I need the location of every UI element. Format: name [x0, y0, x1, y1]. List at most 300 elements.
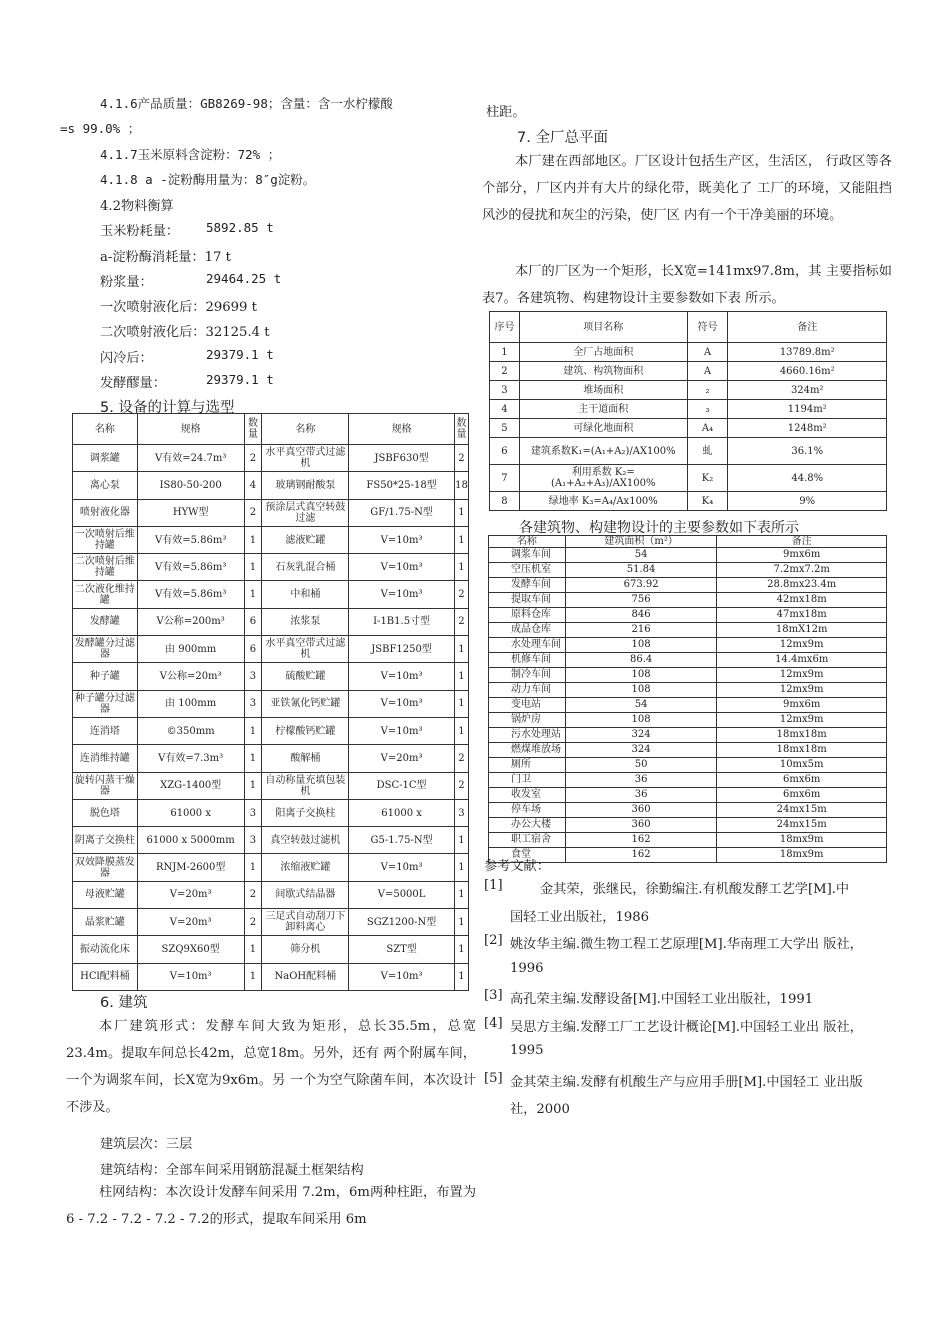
- equipment-table: [72, 413, 469, 991]
- table-row: [73, 472, 469, 499]
- equipment-cell: 1: [244, 554, 262, 581]
- balance-label: 粉浆量：: [100, 275, 153, 290]
- building-cell: 51.84: [565, 563, 717, 578]
- building-cell: 324: [565, 728, 717, 743]
- equipment-cell: 由 900mm: [137, 636, 244, 663]
- spec-line-enzyme: 4.1.8 a -淀粉酶用量为：8″g淀粉。: [100, 172, 316, 187]
- equipment-cell: 1: [454, 881, 468, 908]
- equipment-cell: I-1B1.5寸型: [349, 608, 455, 635]
- site-cell: 7: [490, 465, 520, 492]
- table-row: [73, 909, 469, 936]
- equipment-cell: V=10m³: [349, 854, 455, 881]
- table-row: [490, 362, 887, 381]
- equipment-cell: 酸解桶: [262, 745, 349, 772]
- site-cell: 9%: [728, 492, 887, 511]
- balance-value: 29464.25 t: [206, 271, 282, 286]
- reference-number: [1]: [484, 878, 503, 893]
- table-row: [490, 465, 887, 492]
- continued-text: 柱距。: [486, 105, 526, 120]
- site-cell: 13789.8m²: [728, 343, 887, 362]
- building-cell: 10mx5m: [717, 758, 887, 773]
- equipment-cell: V=5000L: [349, 881, 455, 908]
- table-row: [73, 581, 469, 608]
- site-cell: 5: [490, 419, 520, 438]
- equipment-cell: HCl配料桶: [73, 963, 138, 990]
- equipment-cell: GF/1.75-N型: [349, 499, 455, 526]
- equipment-cell: SZQ9X60型: [137, 936, 244, 963]
- equipment-header-cell: 规格: [349, 414, 455, 445]
- site-cell: 可绿化地面积: [519, 419, 687, 438]
- equipment-cell: 调浆罐: [73, 445, 138, 472]
- table-row: [489, 668, 887, 683]
- table-row: [489, 623, 887, 638]
- equipment-cell: SGZ1200-N型: [349, 909, 455, 936]
- table-row: [490, 492, 887, 511]
- equipment-cell: JSBF630型: [349, 445, 455, 472]
- equipment-cell: 2: [454, 772, 468, 799]
- building-parameters-table: [488, 535, 887, 863]
- building-cell: 108: [565, 668, 717, 683]
- spec-line-quality: 4.1.6产品质量：GB8269-98；含量：含一水柠檬酸: [100, 96, 393, 111]
- building-cell: 空压机室: [489, 563, 566, 578]
- balance-value: 29379.1 t: [206, 347, 274, 362]
- equipment-cell: 1: [454, 909, 468, 936]
- equipment-cell: 1: [454, 636, 468, 663]
- equipment-cell: 三足式自动刮刀下卸料离心: [262, 909, 349, 936]
- equipment-cell: 61000 x: [137, 799, 244, 826]
- building-cell: 污水处理站: [489, 728, 566, 743]
- table-row: [73, 717, 469, 744]
- equipment-cell: 滤液贮罐: [262, 526, 349, 553]
- table-row: [73, 963, 469, 990]
- equipment-cell: V=10m³: [349, 526, 455, 553]
- building-cell: 水处理车间: [489, 638, 566, 653]
- equipment-cell: 脱色塔: [73, 799, 138, 826]
- equipment-cell: RNJM-2600型: [137, 854, 244, 881]
- building-cell: 360: [565, 818, 717, 833]
- equipment-cell: 1: [454, 827, 468, 854]
- building-paragraph: 本厂建筑形式：发酵车间大致为矩形，总长35.5m，总宽23.4m。提取车间总长42m，总宽18m。另外，还有 两个附属车间，一个为调浆车间，长X宽为9x6m。另 一个为空气除菌车间，本次设计不涉及。: [66, 1019, 476, 1115]
- building-cell: 216: [565, 623, 717, 638]
- building-cell: 锅炉房: [489, 713, 566, 728]
- building-cell: 6mx6m: [717, 788, 887, 803]
- equipment-cell: 2: [244, 881, 262, 908]
- column-grid-paragraph: 柱网结构：本次设计发酵车间采用 7.2m，6m两种柱距，布置为6 - 7.2 - 7.2 - 7.2 - 7.2的形式，提取车间采用 6m: [66, 1185, 476, 1227]
- reference-text: 1996: [510, 960, 544, 976]
- section-heading-layout: 7. 全厂总平面: [517, 130, 608, 146]
- building-cell: 36: [565, 788, 717, 803]
- site-cell: 堆场面积: [519, 381, 687, 400]
- table-row: [73, 772, 469, 799]
- equipment-cell: V有效=5.86m³: [137, 526, 244, 553]
- table-row: [73, 663, 469, 690]
- site-header-cell: 符号: [687, 312, 728, 343]
- equipment-cell: 柠檬酸钙贮罐: [262, 717, 349, 744]
- reference-text: 社，2000: [510, 1102, 570, 1117]
- table-row: [490, 438, 887, 465]
- equipment-cell: V=10m³: [349, 581, 455, 608]
- equipment-cell: 1: [244, 963, 262, 990]
- building-cell: 12mx9m: [717, 668, 887, 683]
- table-row: [73, 799, 469, 826]
- site-cell: 利用系数 K₂=(A₁+A₂+A₃)/AX100%: [519, 465, 687, 492]
- site-cell: 8: [490, 492, 520, 511]
- section-heading-building: 6. 建筑: [100, 995, 148, 1011]
- building-cell: 厕所: [489, 758, 566, 773]
- equipment-cell: V=20m³: [349, 745, 455, 772]
- site-cell: 2: [490, 362, 520, 381]
- equipment-cell: 1: [244, 745, 262, 772]
- site-header-cell: 项目名称: [519, 312, 687, 343]
- building-cell: 办公大楼: [489, 818, 566, 833]
- equipment-cell: IS80-50-200: [137, 472, 244, 499]
- table-row: [73, 881, 469, 908]
- building-cell: 12mx9m: [717, 683, 887, 698]
- equipment-cell: ©350mm: [137, 717, 244, 744]
- equipment-cell: 1: [454, 554, 468, 581]
- building-cell: 14.4mx6m: [717, 653, 887, 668]
- table-row: [490, 419, 887, 438]
- building-cell: 50: [565, 758, 717, 773]
- equipment-cell: 2: [244, 909, 262, 936]
- equipment-cell: 1: [454, 499, 468, 526]
- building-cell: 食堂: [489, 848, 566, 863]
- building-structure: 建筑结构：全部车间采用钢筋混凝土框架结构: [100, 1163, 364, 1178]
- reference-number: [4]: [484, 1015, 503, 1031]
- equipment-cell: 阳离子交换柱: [262, 799, 349, 826]
- equipment-cell: 3: [244, 690, 262, 717]
- building-cell: 6mx6m: [717, 773, 887, 788]
- equipment-cell: 1: [454, 854, 468, 881]
- building-cell: 变电站: [489, 698, 566, 713]
- site-cell: K₂: [687, 465, 728, 492]
- equipment-cell: 3: [244, 799, 262, 826]
- table-row: [489, 743, 887, 758]
- site-cell: A: [687, 362, 728, 381]
- equipment-header-cell: 数量: [454, 414, 468, 445]
- equipment-cell: 1: [454, 963, 468, 990]
- building-cell: 24mx15m: [717, 818, 887, 833]
- reference-number: [2]: [484, 933, 503, 948]
- site-cell: 1: [490, 343, 520, 362]
- building-cell: 108: [565, 638, 717, 653]
- building-header-cell: 备注: [717, 536, 887, 548]
- section-heading-equipment: 5. 设备的计算与选型: [100, 400, 235, 416]
- equipment-cell: 1: [454, 663, 468, 690]
- equipment-cell: V=10m³: [349, 963, 455, 990]
- building-cell: 108: [565, 683, 717, 698]
- equipment-cell: 水平真空带式过滤机: [262, 445, 349, 472]
- site-cell: 6: [490, 438, 520, 465]
- table-row: [489, 818, 887, 833]
- table-row: [73, 554, 469, 581]
- building-header-cell: 建筑面积（m²）: [565, 536, 717, 548]
- equipment-header-cell: 数量: [244, 414, 262, 445]
- building-cell: 调浆车间: [489, 548, 566, 563]
- table-row: [490, 381, 887, 400]
- site-paragraph: 本厂的厂区为一个矩形，长X宽=141mx97.8m，其 主要指标如表7。各建筑物、构建物设计主要参数如下表 所示。: [482, 264, 892, 306]
- equipment-cell: 2: [454, 608, 468, 635]
- equipment-cell: 2: [244, 445, 262, 472]
- building-cell: 54: [565, 698, 717, 713]
- equipment-cell: G5-1.75-N型: [349, 827, 455, 854]
- equipment-cell: 6: [244, 608, 262, 635]
- table-row: [489, 788, 887, 803]
- building-cell: 动力车间: [489, 683, 566, 698]
- reference-text: 姚汝华主编.微生物工程工艺原理[M].华南理工大学出 版社，: [510, 937, 863, 952]
- reference-text: 金其荣，张继民，徐勤编注.有机酸发酵工艺学[M].中: [540, 882, 850, 897]
- site-indicators-table: [489, 311, 887, 511]
- site-cell: 建筑系数K₁=(A₁+A₂)/AX100%: [519, 438, 687, 465]
- building-cell: 18mx18m: [717, 743, 887, 758]
- equipment-cell: 2: [454, 445, 468, 472]
- equipment-cell: HYW型: [137, 499, 244, 526]
- equipment-header-cell: 规格: [137, 414, 244, 445]
- site-cell: ₃: [687, 400, 728, 419]
- building-floors: 建筑层次：三层: [100, 1137, 193, 1152]
- building-cell: 12mx9m: [717, 713, 887, 728]
- building-cell: 原料仓库: [489, 608, 566, 623]
- equipment-cell: V有效=7.3m³: [137, 745, 244, 772]
- site-cell: 36.1%: [728, 438, 887, 465]
- site-header-cell: 备注: [728, 312, 887, 343]
- table-row: [489, 833, 887, 848]
- equipment-cell: V公称=200m³: [137, 608, 244, 635]
- site-cell: 1194m²: [728, 400, 887, 419]
- building-cell: 162: [565, 848, 717, 863]
- balance-value: 29379.1 t: [206, 372, 274, 387]
- balance-label: 发酵醪量：: [100, 376, 166, 391]
- equipment-cell: V有效=5.86m³: [137, 581, 244, 608]
- equipment-cell: 6: [244, 636, 262, 663]
- spec-line-starch: 4.1.7玉米原料含淀粉：72% ；: [100, 147, 281, 162]
- site-cell: 4660.16m²: [728, 362, 887, 381]
- equipment-cell: 发酵罐分过滤器: [73, 636, 138, 663]
- building-cell: 制冷车间: [489, 668, 566, 683]
- equipment-cell: 振动流化床: [73, 936, 138, 963]
- building-cell: 9mx6m: [717, 548, 887, 563]
- site-cell: 1248m²: [728, 419, 887, 438]
- building-cell: 28.8mx23.4m: [717, 578, 887, 593]
- equipment-cell: 1: [454, 717, 468, 744]
- equipment-cell: 种子罐: [73, 663, 138, 690]
- equipment-cell: 2: [454, 581, 468, 608]
- reference-text: 高孔荣主编.发酵设备[M].中国轻工业出版社，1991: [510, 992, 814, 1007]
- building-cell: 673.92: [565, 578, 717, 593]
- equipment-cell: 发酵罐: [73, 608, 138, 635]
- building-cell: 9mx6m: [717, 698, 887, 713]
- site-cell: ₂: [687, 381, 728, 400]
- building-cell: 36: [565, 773, 717, 788]
- equipment-cell: 玻璃钢耐酸泵: [262, 472, 349, 499]
- equipment-cell: 间歇式结晶器: [262, 881, 349, 908]
- references-title: 参考文献：: [484, 859, 550, 874]
- equipment-header-cell: 名称: [73, 414, 138, 445]
- reference-text: 金其荣主编.发酵有机酸生产与应用手册[M].中国轻工 业出版: [510, 1074, 863, 1090]
- site-cell: 建筑、构筑物面积: [519, 362, 687, 381]
- equipment-cell: V有效=5.86m³: [137, 554, 244, 581]
- site-cell: A₄: [687, 419, 728, 438]
- reference-text: 国轻工业出版社，1986: [510, 909, 650, 925]
- table-row: [73, 526, 469, 553]
- site-cell: 4: [490, 400, 520, 419]
- building-cell: 收发室: [489, 788, 566, 803]
- equipment-cell: FS50*25-18型: [349, 472, 455, 499]
- equipment-cell: 种子罐分过滤器: [73, 690, 138, 717]
- building-cell: 360: [565, 803, 717, 818]
- site-cell: A: [687, 343, 728, 362]
- equipment-cell: 3: [244, 827, 262, 854]
- table-row: [490, 400, 887, 419]
- table-row: [489, 803, 887, 818]
- equipment-cell: 2: [244, 499, 262, 526]
- table-row: [73, 827, 469, 854]
- equipment-cell: 1: [244, 717, 262, 744]
- building-cell: 18mx9m: [717, 833, 887, 848]
- table-row: [73, 854, 469, 881]
- table-row: [489, 683, 887, 698]
- site-cell: 44.8%: [728, 465, 887, 492]
- site-cell: 全厂占地面积: [519, 343, 687, 362]
- building-cell: 18mx18m: [717, 728, 887, 743]
- equipment-cell: 1: [244, 526, 262, 553]
- table-row: [489, 608, 887, 623]
- table-row: [73, 445, 469, 472]
- equipment-cell: NaOH配料桶: [262, 963, 349, 990]
- equipment-header-cell: 名称: [262, 414, 349, 445]
- equipment-cell: 由 100mm: [137, 690, 244, 717]
- table-row: [73, 499, 469, 526]
- equipment-cell: 1: [454, 526, 468, 553]
- table-row: [489, 548, 887, 563]
- equipment-cell: 61000 x 5000mm: [137, 827, 244, 854]
- building-cell: 24mx15m: [717, 803, 887, 818]
- equipment-cell: 18: [454, 472, 468, 499]
- equipment-cell: 3: [244, 663, 262, 690]
- equipment-cell: 阴离子交换柱: [73, 827, 138, 854]
- building-cell: 提取车间: [489, 593, 566, 608]
- equipment-cell: 自动称量充填包装机: [262, 772, 349, 799]
- equipment-cell: V=10m³: [349, 690, 455, 717]
- equipment-cell: 水平真空带式过滤机: [262, 636, 349, 663]
- layout-paragraph: 本厂建在西部地区。厂区设计包括生产区，生活区， 行政区等各个部分，厂区内并有大片的绿化带，既美化了 工厂的环境，又能阻挡风沙的侵扰和灰尘的污染，使厂区 内有一个干净美丽的环境。: [482, 154, 892, 223]
- building-cell: 燃煤堆放场: [489, 743, 566, 758]
- equipment-cell: 硫酸贮罐: [262, 663, 349, 690]
- table-row: [489, 698, 887, 713]
- equipment-cell: 旋转闪蒸干燥器: [73, 772, 138, 799]
- equipment-cell: 1: [244, 936, 262, 963]
- balance-label: 闪冷后：: [100, 351, 153, 366]
- equipment-cell: 石灰乳混合桶: [262, 554, 349, 581]
- equipment-cell: V有效=24.7m³: [137, 445, 244, 472]
- equipment-cell: V公称=20m³: [137, 663, 244, 690]
- equipment-cell: DSC-1C型: [349, 772, 455, 799]
- site-cell: 绿地率 K₃=A₄/Ax100%: [519, 492, 687, 511]
- equipment-cell: 二次液化维持罐: [73, 581, 138, 608]
- site-cell: 主干道面积: [519, 400, 687, 419]
- equipment-cell: V=10m³: [349, 663, 455, 690]
- equipment-cell: 筛分机: [262, 936, 349, 963]
- equipment-cell: 双效降膜蒸发器: [73, 854, 138, 881]
- equipment-cell: 喷射液化器: [73, 499, 138, 526]
- equipment-cell: 1: [244, 772, 262, 799]
- equipment-cell: V=10m³: [349, 717, 455, 744]
- equipment-cell: 亚铁氰化钙贮罐: [262, 690, 349, 717]
- equipment-cell: 离心泵: [73, 472, 138, 499]
- equipment-cell: 晶浆贮罐: [73, 909, 138, 936]
- equipment-cell: 1: [454, 690, 468, 717]
- table-row: [490, 343, 887, 362]
- reference-number: [5]: [484, 1070, 503, 1086]
- table-row: [489, 593, 887, 608]
- building-header-cell: 名称: [489, 536, 566, 548]
- equipment-cell: 预涂层式真空转鼓过滤: [262, 499, 349, 526]
- table-row: [73, 690, 469, 717]
- equipment-cell: 2: [454, 745, 468, 772]
- equipment-cell: 中和桶: [262, 581, 349, 608]
- site-cell: 3: [490, 381, 520, 400]
- site-cell: 324m²: [728, 381, 887, 400]
- table-row: [489, 773, 887, 788]
- equipment-cell: 连消塔: [73, 717, 138, 744]
- site-header-cell: 序号: [490, 312, 520, 343]
- equipment-cell: 4: [244, 472, 262, 499]
- equipment-cell: 母液贮罐: [73, 881, 138, 908]
- site-cell: 虬: [687, 438, 728, 465]
- equipment-cell: 浓缩液贮罐: [262, 854, 349, 881]
- table-row: [489, 653, 887, 668]
- equipment-cell: V=20m³: [137, 881, 244, 908]
- equipment-cell: V=20m³: [137, 909, 244, 936]
- spec-line-purity: =s 99.0% ；: [60, 121, 141, 136]
- table-row: [73, 636, 469, 663]
- table-row: [489, 728, 887, 743]
- building-cell: 18mx9m: [717, 848, 887, 863]
- building-cell: 54: [565, 548, 717, 563]
- equipment-cell: V=10m³: [137, 963, 244, 990]
- building-cell: 18mX12m: [717, 623, 887, 638]
- table-row: [489, 563, 887, 578]
- building-cell: 846: [565, 608, 717, 623]
- table-row: [489, 713, 887, 728]
- building-table-caption: 各建筑物、构建物设计的主要参数如下表所示: [519, 520, 799, 536]
- equipment-cell: 3: [454, 799, 468, 826]
- building-cell: 门卫: [489, 773, 566, 788]
- equipment-cell: 浓浆泵: [262, 608, 349, 635]
- building-cell: 成品仓库: [489, 623, 566, 638]
- equipment-cell: 二次喷射后维持罐: [73, 554, 138, 581]
- balance-value: 5892.85 t: [206, 220, 274, 235]
- building-cell: 324: [565, 743, 717, 758]
- table-row: [73, 608, 469, 635]
- building-cell: 停车场: [489, 803, 566, 818]
- reference-text: 1995: [510, 1043, 544, 1058]
- building-cell: 47mx18m: [717, 608, 887, 623]
- building-cell: 7.2mx7.2m: [717, 563, 887, 578]
- equipment-cell: 1: [244, 854, 262, 881]
- reference-text: 吴思方主编.发酵工厂工艺设计概论[M].中国轻工业出 版社，: [510, 1019, 863, 1035]
- equipment-cell: V=10m³: [349, 554, 455, 581]
- balance-label: 一次喷射液化后：29699 t: [100, 300, 257, 315]
- equipment-cell: SZT型: [349, 936, 455, 963]
- reference-number: [3]: [484, 988, 503, 1003]
- building-cell: 86.4: [565, 653, 717, 668]
- building-cell: 职工宿舍: [489, 833, 566, 848]
- building-cell: 42mx18m: [717, 593, 887, 608]
- building-cell: 12mx9m: [717, 638, 887, 653]
- building-cell: 机修车间: [489, 653, 566, 668]
- equipment-cell: 1: [244, 581, 262, 608]
